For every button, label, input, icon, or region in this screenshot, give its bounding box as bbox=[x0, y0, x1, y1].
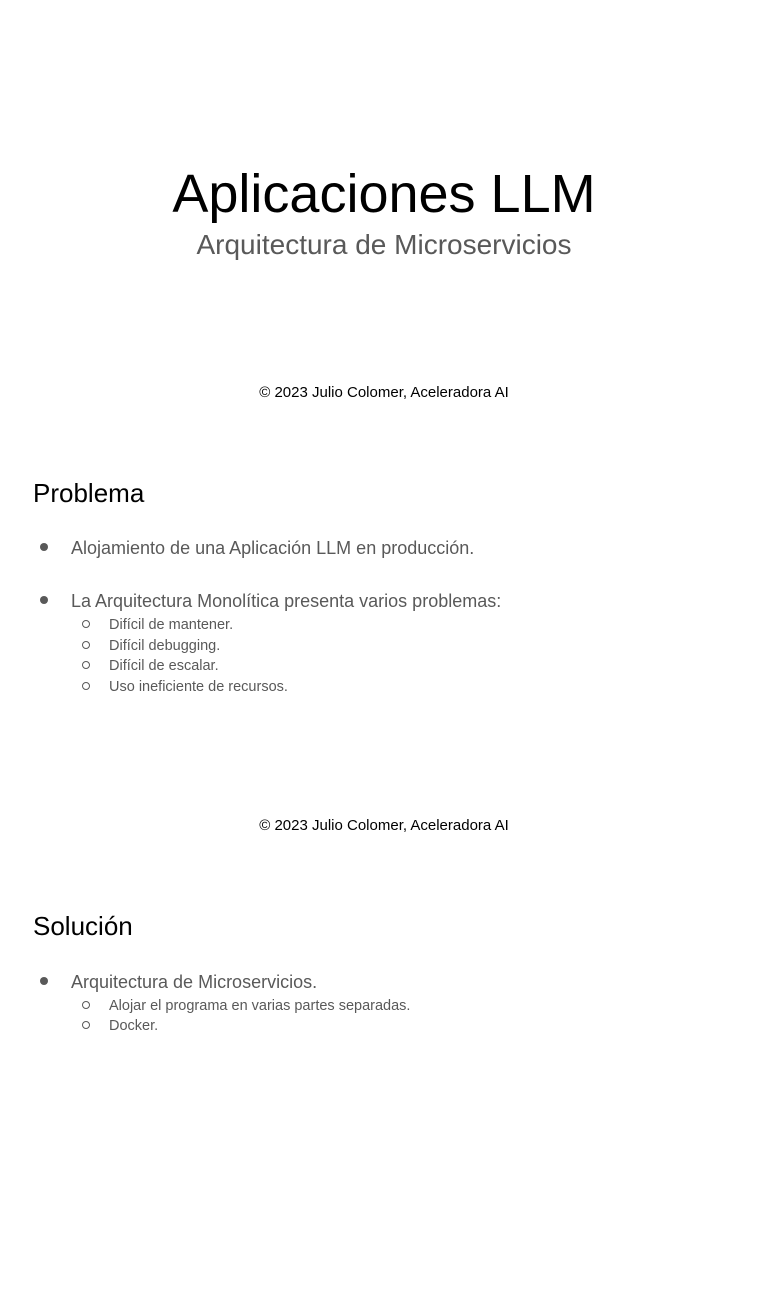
presentation-title: Aplicaciones LLM bbox=[172, 164, 596, 224]
bullet-item bbox=[40, 590, 501, 612]
sub-bullet-text: Uso ineficiente de recursos. bbox=[109, 679, 288, 695]
sub-bullet-ring-icon bbox=[82, 1021, 90, 1029]
slide-heading: Problema bbox=[33, 478, 145, 508]
problema-slide bbox=[0, 433, 768, 865]
slide-heading: Solución bbox=[33, 911, 133, 941]
sub-bullet-ring-icon bbox=[82, 620, 90, 628]
copyright-notice: © 2023 Julio Colomer, Aceleradora AI bbox=[259, 817, 509, 834]
sub-bullet-ring-icon bbox=[82, 641, 90, 649]
solucion-slide bbox=[0, 866, 768, 1298]
bullet-text: Arquitectura de Microservicios. bbox=[71, 972, 318, 992]
sub-bullet-item bbox=[82, 636, 220, 657]
sub-bullet-item bbox=[82, 677, 288, 698]
sub-bullet-ring-icon bbox=[82, 661, 90, 669]
sub-bullet-text: Alojar el programa en varias partes separadas. bbox=[109, 998, 411, 1014]
sub-bullet-text: Difícil debugging. bbox=[109, 638, 221, 654]
sub-bullet-text: Docker. bbox=[109, 1018, 159, 1034]
bullet-dot-icon bbox=[40, 596, 48, 604]
presentation-subtitle: Arquitectura de Microservicios bbox=[196, 229, 572, 260]
sub-bullet-ring-icon bbox=[82, 1001, 90, 1009]
sub-bullet-text: Difícil de mantener. bbox=[109, 617, 234, 633]
sub-bullet-item bbox=[82, 615, 233, 636]
copyright-notice: © 2023 Julio Colomer, Aceleradora AI bbox=[259, 384, 509, 401]
sub-bullet-text: Difícil de escalar. bbox=[109, 658, 219, 674]
bullet-text: Alojamiento de una Aplicación LLM en producción. bbox=[71, 538, 475, 558]
bullet-item bbox=[40, 971, 317, 993]
bullet-dot-icon bbox=[40, 543, 48, 551]
title-slide bbox=[0, 0, 768, 432]
sub-bullet-ring-icon bbox=[82, 682, 90, 690]
bullet-dot-icon bbox=[40, 977, 48, 985]
sub-bullet-item bbox=[82, 996, 410, 1017]
bullet-text: La Arquitectura Monolítica presenta varios problemas: bbox=[71, 591, 502, 611]
bullet-item bbox=[40, 537, 474, 559]
sub-bullet-item bbox=[82, 1016, 158, 1037]
sub-bullet-item bbox=[82, 656, 219, 677]
